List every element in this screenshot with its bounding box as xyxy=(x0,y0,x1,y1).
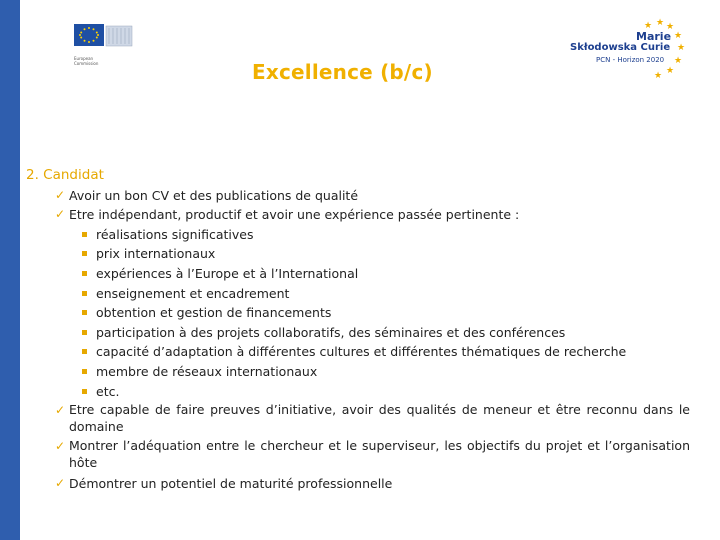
checkmark-icon: ✓ xyxy=(55,403,66,418)
bullet-list-item: membre de réseaux internationaux xyxy=(26,362,690,382)
msc-logo-line-1: Marie xyxy=(636,30,672,43)
square-bullet-icon xyxy=(82,251,87,256)
section-heading: 2. Candidat xyxy=(26,167,104,183)
msc-logo-line-3: PCN - Horizon 2020 xyxy=(596,56,665,64)
square-bullet-icon xyxy=(82,330,87,335)
square-bullet-icon xyxy=(82,389,87,394)
square-bullet-icon xyxy=(82,310,87,315)
square-bullet-icon xyxy=(82,291,87,296)
bullet-list-item: enseignement et encadrement xyxy=(26,284,690,304)
svg-text:★: ★ xyxy=(654,71,663,81)
slide-title: Excellence (b/c) xyxy=(252,60,433,84)
bullet-list-item: expériences à l’Europe et à l’International xyxy=(26,264,690,284)
svg-text:★: ★ xyxy=(644,21,653,31)
bullet-list-item: prix internationaux xyxy=(26,244,690,264)
check-list-item: ✓ Avoir un bon CV et des publications de qualité xyxy=(26,186,690,206)
square-bullet-icon xyxy=(82,369,87,374)
svg-text:★: ★ xyxy=(674,56,683,66)
check-list-item: ✓ Montrer l’adéquation entre le chercheur et le superviseur, les objectifs du projet et l’organisation hôte xyxy=(55,438,690,470)
checkmark-icon: ✓ xyxy=(55,439,66,454)
bullet-list-item: participation à des projets collaboratifs, des séminaires et des conférences xyxy=(26,323,690,343)
checkmark-icon: ✓ xyxy=(55,475,66,490)
check-list-item: ✓ Etre indépendant, productif et avoir une expérience passée pertinente : xyxy=(26,205,690,225)
square-bullet-icon xyxy=(82,271,87,276)
svg-text:★: ★ xyxy=(674,31,683,41)
square-bullet-icon xyxy=(82,349,87,354)
left-accent-bar xyxy=(0,0,20,540)
checkmark-icon: ✓ xyxy=(55,207,66,222)
square-bullet-icon xyxy=(82,232,87,237)
bullet-list-item: etc. xyxy=(26,382,690,402)
ec-logo-caption: European Commission xyxy=(74,56,99,66)
check-list-item: ✓ Démontrer un potentiel de maturité professionnelle xyxy=(26,474,690,494)
check-list-item: ✓ Etre capable de faire preuves d’initiative, avoir des qualités de meneur et être reconnu dans le domaine xyxy=(55,402,690,434)
svg-text:★: ★ xyxy=(656,18,665,28)
bullet-list-item: obtention et gestion de financements xyxy=(26,303,690,323)
slide-body xyxy=(26,166,690,493)
svg-text:★: ★ xyxy=(666,22,675,32)
checkmark-icon: ✓ xyxy=(55,187,66,202)
bullet-list-item: réalisations significatives xyxy=(26,225,690,245)
marie-curie-stars-icon xyxy=(566,18,686,88)
svg-text:★: ★ xyxy=(666,66,675,76)
svg-text:★: ★ xyxy=(677,43,686,53)
bullet-list-item: capacité d’adaptation à différentes cultures et différentes thématiques de recherche xyxy=(26,342,690,362)
msc-logo-line-2: Skłodowska Curie xyxy=(570,42,671,53)
